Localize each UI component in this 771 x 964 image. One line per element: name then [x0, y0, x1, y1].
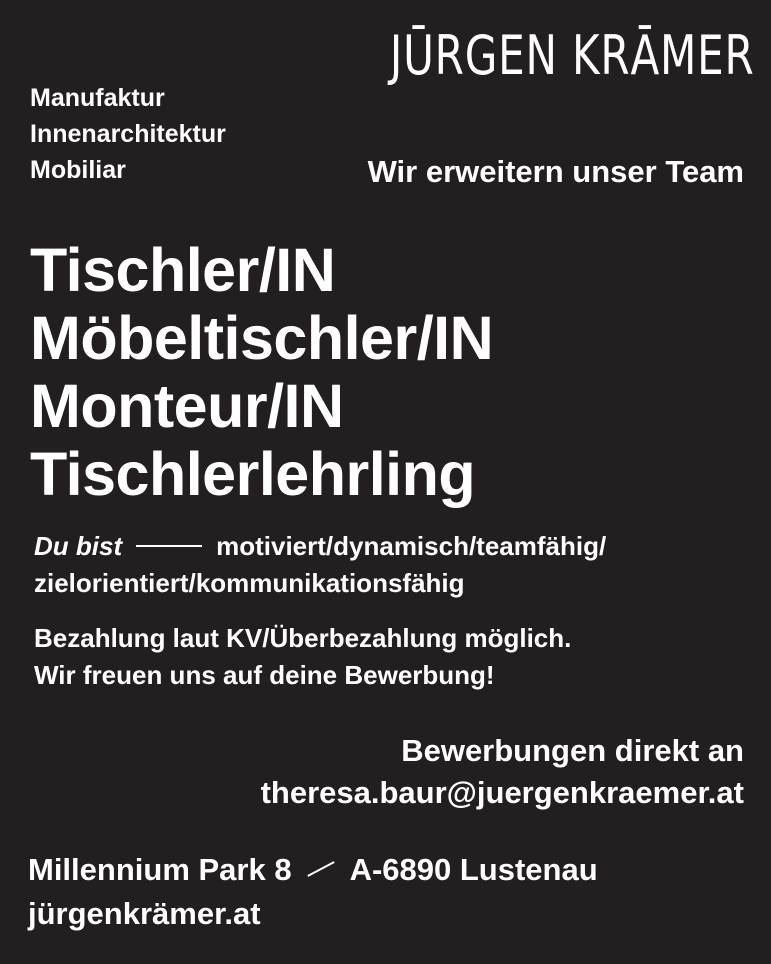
pay-line: Bezahlung laut KV/Überbezahlung möglich.	[34, 623, 572, 653]
company-address	[28, 848, 598, 936]
discipline-item: Manufaktur	[30, 84, 165, 112]
position-title: Tischlerlehrling	[30, 440, 476, 508]
candidate-profile	[34, 528, 754, 602]
team-heading: Wir erweitern unser Team	[367, 154, 744, 189]
company-logo: JŪRGEN KRĀMER	[390, 24, 755, 87]
discipline-item: Innenarchitektur	[30, 120, 226, 148]
profile-traits: motiviert/dynamisch/teamfähig/	[216, 531, 607, 561]
position-title: Tischler/IN	[30, 236, 336, 304]
position-list	[30, 236, 493, 508]
pay-line: Wir freuen uns auf deine Bewerbung!	[34, 660, 495, 690]
address-city: A-6890 Lustenau	[349, 852, 598, 887]
profile-intro: Du bist	[34, 531, 123, 561]
profile-traits: zielorientiert/kommunikationsfähig	[34, 568, 465, 598]
application-email[interactable]: theresa.baur@juergenkraemer.at	[260, 775, 744, 810]
application-info	[261, 730, 744, 814]
discipline-item: Mobiliar	[30, 156, 126, 184]
company-website[interactable]: jürgenkrämer.at	[28, 896, 261, 931]
pay-info	[34, 620, 571, 694]
discipline-list	[30, 80, 226, 188]
application-label: Bewerbungen direkt an	[401, 733, 744, 768]
position-title: Monteur/IN	[30, 372, 344, 440]
dash-divider	[136, 545, 202, 547]
position-title: Möbeltischler/IN	[30, 304, 494, 372]
slash-divider	[307, 861, 334, 877]
address-street: Millennium Park 8	[28, 852, 292, 887]
